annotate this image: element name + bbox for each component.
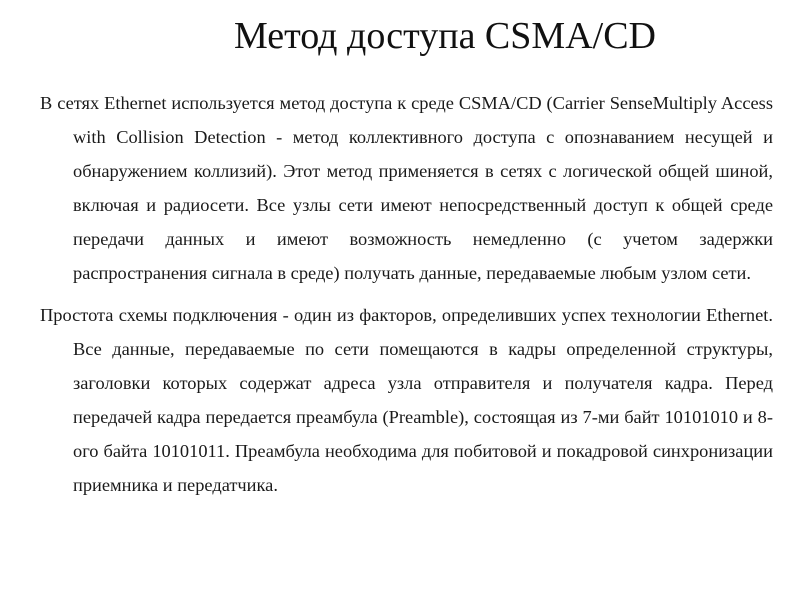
paragraph-ethernet-frames: Простота схемы подключения - один из факторов, определивших успех технологии Ethernet. Все данные, передаваемые по сети помещаются в кадры определенной структуры, заголовки которых содержат адреса узла отправителя и получателя кадра. Перед передачей кадра передается преамбула (Preamble), состоящая из 7-ми байт 10101010 и 8-ого байта 10101011. Преамбула необходима для побитовой и покадровой синхронизации приемника и передатчика. [40,305,773,495]
paragraph-csma-cd: В сетях Ethernet используется метод доступа к среде CSMA/CD (Carrier SenseMultiply Access with Collision Detection - метод коллективного доступа с опознаванием несущей и обнаружением коллизий). Этот метод применяется в сетях с логической общей шиной, включая и радиосети. Все узлы сети имеют непосредственный доступ к общей среде передачи данных и имеют возможность немедленно (с учетом задержки распространения сигнала в среде) получать данные, передаваемые любым узлом сети. [40,93,773,283]
slide-body [40,86,773,502]
slide-title: Метод доступа CSMA/CD [233,15,656,57]
